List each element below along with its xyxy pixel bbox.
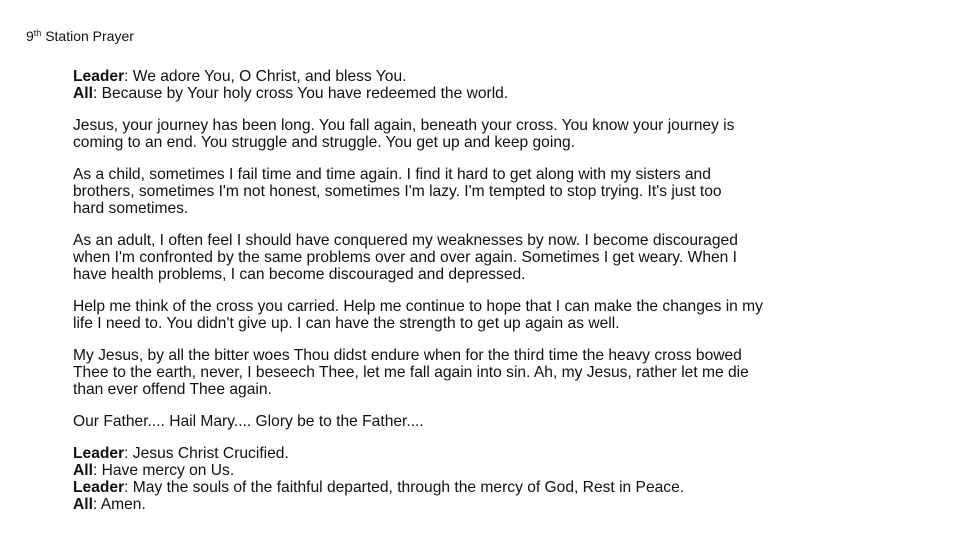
text-line: As an adult, I often feel I should have conquered my weaknesses by now. I become discouraged <box>73 232 738 249</box>
speaker-label: All <box>73 462 93 479</box>
speaker-label: Leader <box>73 68 125 85</box>
page-title <box>26 27 134 45</box>
prayer-body <box>73 68 903 528</box>
speaker-label: Leader <box>73 445 125 462</box>
response-line <box>73 445 903 462</box>
text-line: Jesus, your journey has been long. You fall again, beneath your cross. You know your journey is <box>73 117 735 134</box>
text-line: brothers, sometimes I'm not honest, sometimes I'm lazy. I'm tempted to stop trying. It's just too <box>73 183 722 200</box>
text-line: Help me think of the cross you carried. Help me continue to hope that I can make the changes in my <box>73 298 763 315</box>
text-line: have health problems, I can become discouraged and depressed. <box>73 266 526 283</box>
response-text: : We adore You, O Christ, and bless You. <box>124 68 407 85</box>
response-line <box>73 479 903 496</box>
response-text: : May the souls of the faithful departed, through the mercy of God, Rest in Peace. <box>124 479 685 496</box>
text-line: than ever offend Thee again. <box>73 381 272 398</box>
title-text: Station Prayer <box>45 28 134 44</box>
reflection-paragraph <box>73 166 903 217</box>
ordinal-suffix: th <box>33 28 42 38</box>
text-line: As a child, sometimes I fail time and time again. I find it hard to get along with my sisters and <box>73 166 711 183</box>
speaker-label: All <box>73 85 93 102</box>
reflection-paragraph <box>73 117 903 151</box>
text-line: hard sometimes. <box>73 200 189 217</box>
response-text: : Have mercy on Us. <box>92 462 235 479</box>
text-line: My Jesus, by all the bitter woes Thou didst endure when for the third time the heavy cross bowed <box>73 347 742 364</box>
text-line: Thee to the earth, never, I beseech Thee, let me fall again into sin. Ah, my Jesus, rather let me die <box>73 364 749 381</box>
response-text: : Jesus Christ Crucified. <box>124 445 289 462</box>
station-number: 9 <box>26 28 34 44</box>
response-line <box>73 85 903 102</box>
text-line: life I need to. You didn't give up. I can have the strength to get up again as well. <box>73 315 620 332</box>
speaker-label: Leader <box>73 479 125 496</box>
closing-versicle <box>73 445 903 513</box>
text-line: coming to an end. You struggle and struggle. You get up and keep going. <box>73 134 575 151</box>
response-text: : Amen. <box>92 496 146 513</box>
reflection-paragraph <box>73 298 903 332</box>
speaker-label: All <box>73 496 93 513</box>
opening-versicle <box>73 68 903 102</box>
response-line <box>73 68 903 85</box>
response-line <box>73 496 903 513</box>
reflection-paragraph <box>73 232 903 283</box>
prayers-list <box>73 413 903 430</box>
response-line <box>73 462 903 479</box>
response-text: : Because by Your holy cross You have redeemed the world. <box>92 85 509 102</box>
text-line: Our Father.... Hail Mary.... Glory be to the Father.... <box>73 413 424 430</box>
prayer-paragraph <box>73 347 903 398</box>
text-line: when I'm confronted by the same problems over and over again. Sometimes I get weary. When I <box>73 249 738 266</box>
